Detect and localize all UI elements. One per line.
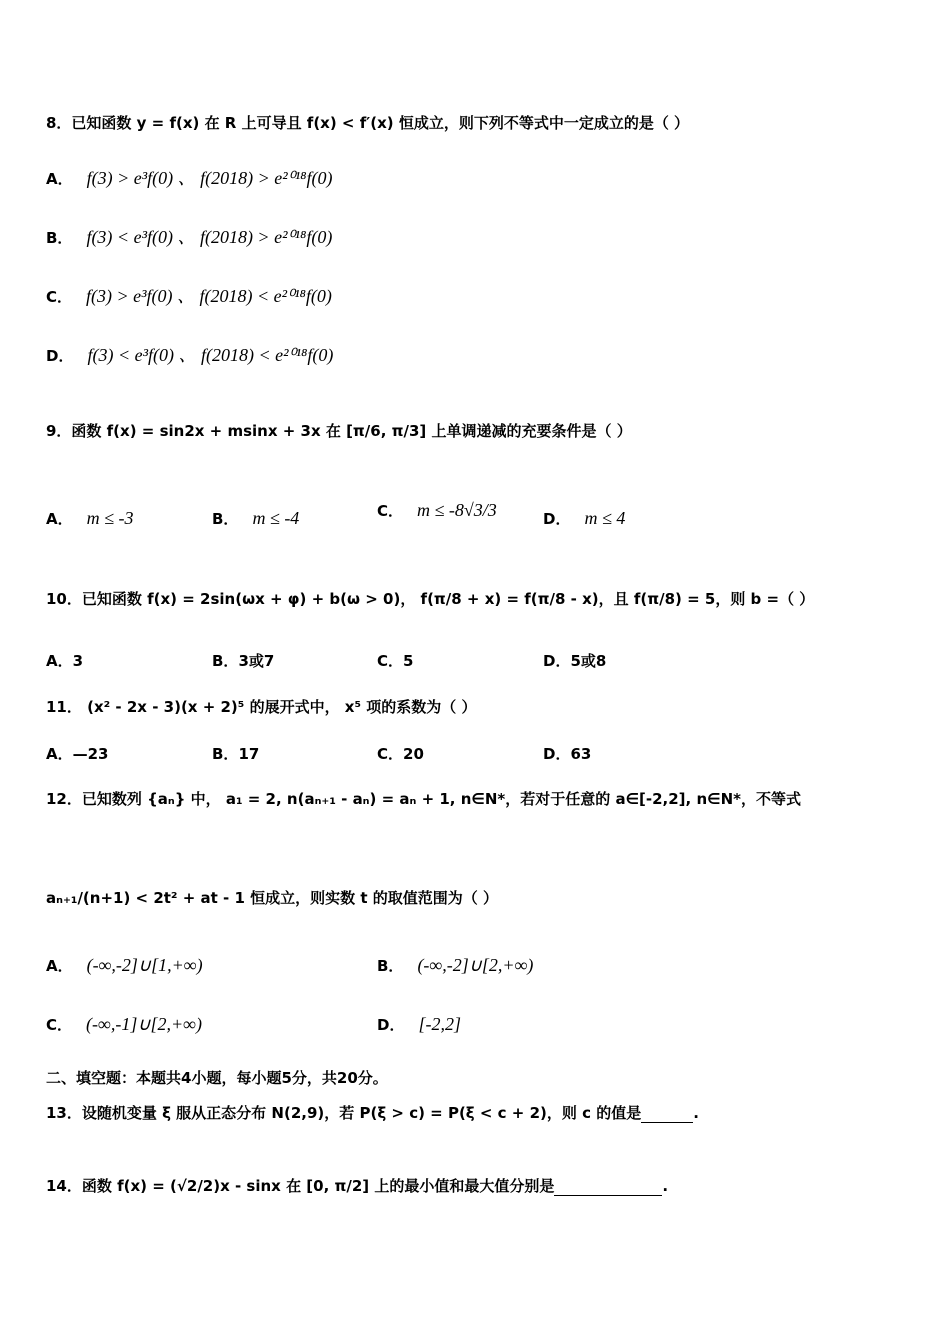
option-label: B． bbox=[377, 957, 404, 975]
option-label: C． bbox=[46, 1016, 73, 1034]
option-text: 3 bbox=[72, 652, 84, 670]
q11-stem: 11． (x² - 2x - 3)(x + 2)⁵ 的展开式中， x⁵ 项的系数为（ ） bbox=[46, 698, 477, 716]
q9-option-c bbox=[377, 500, 497, 521]
q13-stem bbox=[46, 1102, 699, 1123]
q14-text: 14．函数 f(x) = (√2/2)x - sinx 在 [0, π/2] 上的最小值和最大值分别是 bbox=[46, 1177, 555, 1195]
option-label: B． bbox=[212, 510, 239, 528]
section-heading: 二、填空题：本题共4小题，每小题5分，共20分。 bbox=[46, 1069, 388, 1087]
option-text: f(3) < e³f(0) 、 f(2018) > e²⁰¹⁸f(0) bbox=[86, 227, 333, 247]
option-label: C． bbox=[377, 745, 404, 763]
q13-end: . bbox=[693, 1104, 699, 1122]
option-text: m ≤ -3 bbox=[86, 508, 134, 528]
option-text: f(3) > e³f(0) 、 f(2018) < e²⁰¹⁸f(0) bbox=[86, 286, 332, 306]
option-text: (-∞,-2]∪[2,+∞) bbox=[417, 955, 534, 975]
q10-option-a bbox=[46, 650, 83, 671]
option-text: 5 bbox=[403, 652, 414, 670]
option-label: B． bbox=[46, 229, 73, 247]
q8-stem: 8．已知函数 y = f(x) 在 R 上可导且 f(x) < f′(x) 恒成立，则下列不等式中一定成立的是（ ） bbox=[46, 114, 690, 132]
option-text: (-∞,-2]∪[1,+∞) bbox=[86, 955, 203, 975]
q14-answer-blank[interactable] bbox=[554, 1177, 662, 1196]
q11-option-c bbox=[377, 743, 424, 764]
option-label: D． bbox=[377, 1016, 405, 1034]
option-text: m ≤ -8√3/3 bbox=[417, 500, 497, 520]
option-label: A． bbox=[46, 957, 73, 975]
q12-option-d bbox=[377, 1014, 461, 1035]
q11-option-d bbox=[543, 743, 591, 764]
option-label: A． bbox=[46, 745, 73, 763]
q10-option-d bbox=[543, 650, 606, 671]
q13-answer-blank[interactable] bbox=[641, 1104, 693, 1123]
option-label: A． bbox=[46, 652, 73, 670]
q12-option-c bbox=[46, 1014, 202, 1035]
option-label: D． bbox=[46, 347, 74, 365]
q10-option-b bbox=[212, 650, 274, 671]
q9-stem: 9．函数 f(x) = sin2x + msinx + 3x 在 [π/6, π/3] 上单调递减的充要条件是（ ） bbox=[46, 422, 632, 440]
option-text: —23 bbox=[72, 745, 109, 763]
q12-stem-line1: 12．已知数列 {aₙ} 中， a₁ = 2, n(aₙ₊₁ - aₙ) = aₙ + 1, n∈N*，若对于任意的 a∈[-2,2], n∈N*，不等式 bbox=[46, 790, 801, 808]
option-label: A． bbox=[46, 170, 73, 188]
option-label: C． bbox=[377, 502, 404, 520]
q10-option-c bbox=[377, 650, 413, 671]
q12-option-b bbox=[377, 955, 533, 976]
option-text: 5或8 bbox=[570, 652, 607, 670]
q11-option-a bbox=[46, 743, 108, 764]
option-label: A． bbox=[46, 510, 73, 528]
q8-option-c bbox=[46, 282, 332, 308]
q8-option-a bbox=[46, 164, 333, 190]
option-text: m ≤ -4 bbox=[252, 508, 300, 528]
q14-end: . bbox=[662, 1177, 669, 1195]
option-text: f(3) < e³f(0) 、 f(2018) < e²⁰¹⁸f(0) bbox=[87, 345, 334, 365]
option-label: D． bbox=[543, 510, 571, 528]
option-label: C． bbox=[46, 288, 73, 306]
option-label: B． bbox=[212, 745, 239, 763]
q9-option-b bbox=[212, 508, 299, 529]
q8-option-b bbox=[46, 223, 332, 249]
q9-option-a bbox=[46, 508, 133, 529]
option-text: [-2,2] bbox=[418, 1014, 461, 1034]
option-label: B． bbox=[212, 652, 239, 670]
q13-text: 13．设随机变量 ξ 服从正态分布 N(2,9)，若 P(ξ > c) = P(ξ < c + 2)，则 c 的值是 bbox=[46, 1104, 642, 1122]
option-text: (-∞,-1]∪[2,+∞) bbox=[86, 1014, 202, 1034]
option-text: f(3) > e³f(0) 、 f(2018) > e²⁰¹⁸f(0) bbox=[86, 168, 333, 188]
option-text: 63 bbox=[570, 745, 592, 763]
option-text: m ≤ 4 bbox=[584, 508, 626, 528]
q11-option-b bbox=[212, 743, 259, 764]
option-text: 20 bbox=[403, 745, 424, 763]
q10-stem: 10．已知函数 f(x) = 2sin(ωx + φ) + b(ω > 0)， f(π/8 + x) = f(π/8 - x)，且 f(π/8) = 5，则 b =（ ） bbox=[46, 590, 815, 608]
option-label: C． bbox=[377, 652, 404, 670]
option-text: 3或7 bbox=[238, 652, 275, 670]
option-label: D． bbox=[543, 652, 571, 670]
q12-option-a bbox=[46, 955, 203, 976]
q12-stem-line2: aₙ₊₁/(n+1) < 2t² + at - 1 恒成立，则实数 t 的取值范围为（ ） bbox=[46, 889, 498, 907]
q14-stem bbox=[46, 1175, 668, 1196]
option-text: 17 bbox=[238, 745, 260, 763]
option-label: D． bbox=[543, 745, 571, 763]
q9-option-d bbox=[543, 508, 625, 529]
q8-option-d bbox=[46, 341, 333, 367]
